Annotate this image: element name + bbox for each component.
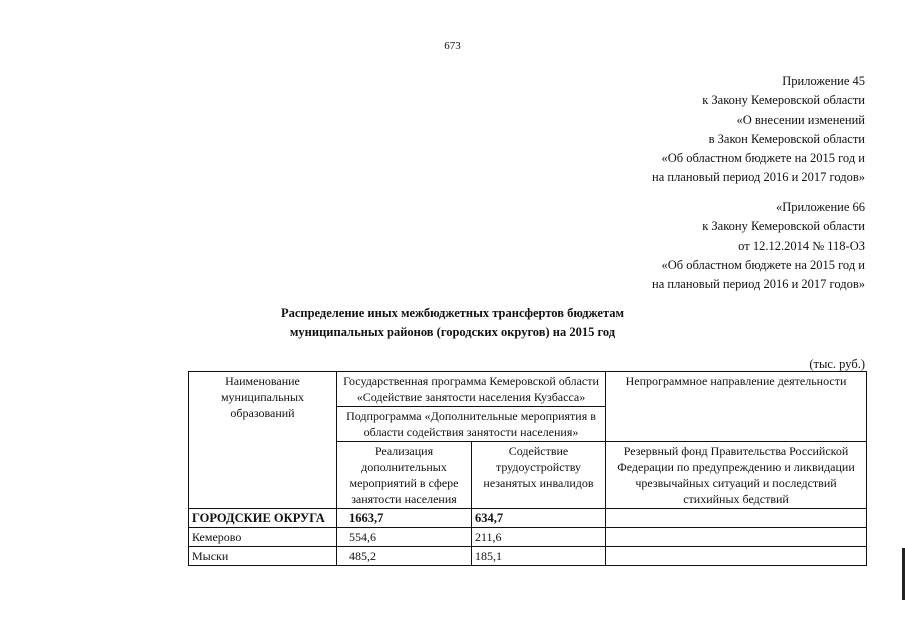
table-row: [189, 528, 867, 547]
title-line: муниципальных районов (городских округов) на 2015 год: [289, 325, 616, 339]
document-title: [0, 304, 905, 342]
annex-previous-heading: [652, 198, 865, 294]
row-reserve-value: [606, 509, 867, 528]
row-reserve-value: [606, 528, 867, 547]
row-name: Кемерово: [189, 528, 337, 547]
header-disabled-employment: Содействие трудоустройству незанятых инвалидов: [472, 442, 606, 509]
transfers-table: [188, 371, 867, 566]
annex-line: «Об областном бюджете на 2015 год и: [661, 151, 865, 166]
header-state-program: Государственная программа Кемеровской области «Содействие занятости населения Кузбасса»: [337, 372, 606, 407]
row-disabled-value: 185,1: [472, 547, 606, 566]
row-name: Мыски: [189, 547, 337, 566]
table-row: [189, 547, 867, 566]
row-disabled-value: 634,7: [472, 509, 606, 528]
row-name: ГОРОДСКИЕ ОКРУГА: [189, 509, 337, 528]
annex-line: в Закон Кемеровской области: [708, 131, 865, 146]
row-measures-value: 554,6: [337, 528, 472, 547]
annex-line: к Закону Кемеровской области: [702, 93, 865, 108]
header-municipality: Наименование муниципальных образований: [189, 372, 337, 509]
header-reserve-fund: Резервный фонд Правительства Российской Федерации по предупреждению и ликвидации чрезвычайных ситуаций и последствий стихийных бедствий: [606, 442, 867, 509]
annex-line: на плановый период 2016 и 2017 годов»: [652, 170, 865, 185]
annex-current-heading: [652, 72, 865, 188]
header-nonprogram: Непрограммное направление деятельности: [606, 372, 867, 442]
row-measures-value: 485,2: [337, 547, 472, 566]
annex-line: Приложение 45: [782, 74, 865, 88]
row-reserve-value: [606, 547, 867, 566]
title-line: Распределение иных межбюджетных трансфертов бюджетам: [280, 306, 625, 320]
table-row: [189, 509, 867, 528]
annex-line: «Об областном бюджете на 2015 год и: [661, 257, 865, 272]
page-number: 673: [444, 40, 461, 52]
annex-line: от 12.12.2014 № 118-ОЗ: [738, 238, 865, 253]
annex-line: на плановый период 2016 и 2017 годов»: [652, 277, 865, 292]
header-additional-measures: Реализация дополнительных мероприятий в сфере занятости населения: [337, 442, 472, 509]
annex-line: к Закону Кемеровской области: [702, 219, 865, 234]
header-subprogram: Подпрограмма «Дополнительные мероприятия в области содействия занятости населения»: [337, 407, 606, 442]
row-disabled-value: 211,6: [472, 528, 606, 547]
annex-line: «О внесении изменений: [736, 112, 865, 127]
row-measures-value: 1663,7: [337, 509, 472, 528]
units-label: (тыс. руб.): [809, 357, 865, 371]
annex-line: «Приложение 66: [776, 200, 865, 214]
